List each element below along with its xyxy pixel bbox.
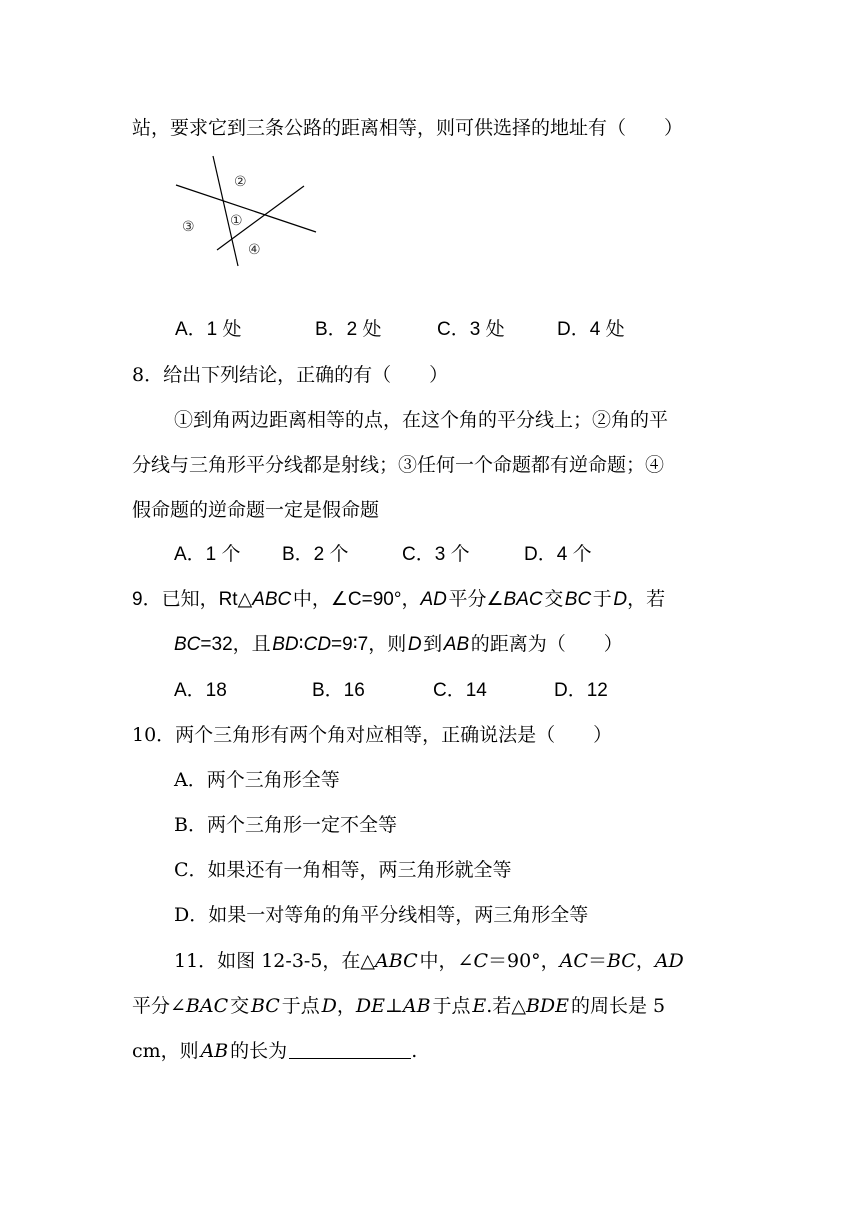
q8-options (174, 543, 734, 567)
region-label-3: ③ (182, 219, 195, 235)
region-label-2: ② (234, 174, 247, 190)
q7-option-d: D．4 处 (557, 319, 625, 340)
q11-line-1: 11．如图 12-3-5，在△ABC 中，∠C＝90°，AC＝BC，AD (174, 950, 684, 972)
q8-option-a: A．1 个 (174, 544, 241, 565)
q9-option-a: A．18 (174, 680, 227, 701)
q10-option-d: D．如果一对等角的角平分线相等，两三角形全等 (174, 904, 589, 926)
region-label-1: ① (230, 213, 243, 229)
answer-blank[interactable] (289, 1040, 411, 1059)
q8-body-line-3: 假命题的逆命题一定是假命题 (132, 499, 380, 521)
q9-line-2: BC=32，且 BD∶CD=9∶7，则 D 到 AB 的距离为（ ） (174, 634, 623, 655)
q8-body-line-2: 分线与三角形平分线都是射线；③任何一个命题都有逆命题；④ (132, 454, 665, 476)
q9-option-b: B．16 (312, 680, 365, 701)
q7-stem-tail: 站，要求它到三条公路的距离相等，则可供选择的地址有（ ） (132, 117, 684, 139)
q8-option-c: C．3 个 (402, 544, 470, 565)
q8-stem: 8．给出下列结论，正确的有（ ） (132, 364, 449, 386)
q11-line-2: 平分∠BAC 交 BC 于点 D，DE⊥AB 于点 E.若△BDE 的周长是 5 (132, 995, 666, 1017)
q7-options (175, 318, 735, 342)
q8-option-b: B．2 个 (282, 544, 349, 565)
q11-line-3: cm，则 AB 的长为 . (132, 1040, 418, 1062)
q9-options (174, 679, 734, 703)
q7-option-a: A．1 处 (175, 319, 242, 340)
q7-option-b: B．2 处 (315, 319, 382, 340)
q9-option-d: D．12 (554, 680, 608, 701)
q8-body-line-1: ①到角两边距离相等的点，在这个角的平分线上；②角的平 (174, 409, 669, 431)
q10-option-a: A．两个三角形全等 (174, 769, 340, 791)
q10-stem: 10．两个三角形有两个角对应相等，正确说法是（ ） (132, 724, 613, 746)
roads-figure (170, 152, 330, 272)
region-label-4: ④ (248, 242, 261, 258)
q9-option-c: C．14 (433, 680, 487, 701)
q9-number: 9． (132, 589, 162, 610)
q10-option-c: C．如果还有一角相等，两三角形就全等 (174, 859, 512, 881)
q7-option-c: C．3 处 (437, 319, 505, 340)
q10-option-b: B．两个三角形一定不全等 (174, 814, 397, 836)
q9-line-1: 9．已知，Rt△ABC 中，∠C=90°，AD 平分∠BAC 交 BC 于 D，若 (132, 589, 666, 610)
q8-option-d: D．4 个 (524, 544, 592, 565)
